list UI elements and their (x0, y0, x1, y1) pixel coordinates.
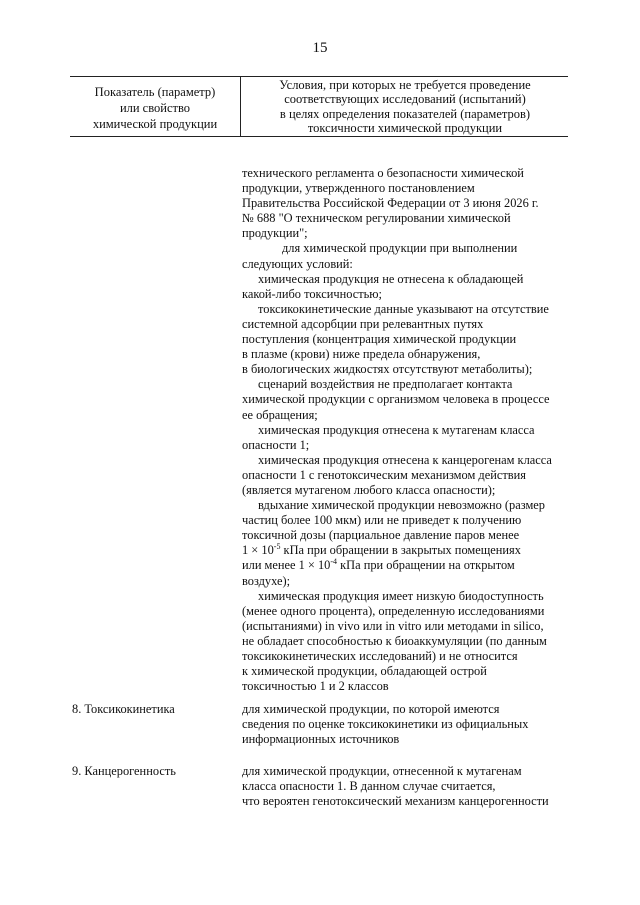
text-line: сценарий воздействия не предполагает контакта (258, 377, 513, 392)
text-fragment: или менее 1 × 10 (242, 558, 331, 573)
table-header-rule (70, 136, 568, 137)
table-top-rule (70, 76, 568, 77)
text-line: в плазме (крови) ниже предела обнаружения, (242, 347, 481, 362)
header-indicator-line: или свойство (119, 101, 191, 115)
header-conditions-line: токсичности химической продукции (307, 121, 503, 136)
text-line: продукции"; (242, 226, 308, 241)
text-line: информационных источников (242, 732, 400, 747)
text-line: токсичностью 1 и 2 классов (242, 679, 389, 694)
text-line: продукции, утвержденного постановлением (242, 181, 475, 196)
text-line: химическая продукция не отнесена к обладающей (258, 271, 524, 286)
header-conditions-line: соответствующих исследований (испытаний) (284, 92, 526, 107)
exponent: -5 (273, 542, 281, 552)
text-line: опасности 1 с генотоксическим механизмом действия (242, 467, 526, 482)
text-line: для химической продукции, по которой имеются (242, 702, 500, 716)
text-line: № 688 "О техническом регулировании химической (242, 211, 511, 226)
row-conditions-text (242, 702, 572, 747)
text-line: химическая продукция отнесена к канцерогенам класса (258, 452, 552, 467)
text-line: системной адсорбции при релевантных путях (242, 316, 484, 331)
text-line: частиц более 100 мкм) или не приведет к получению (242, 513, 522, 528)
text-line (242, 558, 572, 573)
header-conditions-column (242, 78, 568, 136)
text-fragment: кПа при обращении на открытом (337, 558, 515, 573)
text-line: (испытаниями) in vivo или in vitro или методами in silico, (242, 618, 544, 633)
text-fragment: кПа при обращении в закрытых помещениях (280, 543, 521, 558)
header-conditions-line: в целях определения показателей (параметров) (279, 106, 531, 121)
text-line: не обладает способностью к биоаккумуляции (по данным (242, 633, 547, 648)
text-line: воздухе); (242, 573, 291, 588)
page-number: 15 (312, 40, 328, 56)
text-line: токсикокинетических исследований) и не относится (242, 649, 518, 663)
row-indicator-label: 8. Токсикокинетика (72, 702, 175, 716)
text-line: химическая продукция отнесена к мутагенам класса (258, 422, 535, 437)
header-indicator-line: химической продукции (92, 117, 218, 131)
continued-conditions-text (242, 166, 572, 694)
text-line: для химической продукции при выполнении (282, 241, 518, 256)
text-line: опасности 1; (242, 437, 310, 452)
text-line: для химической продукции, отнесенной к мутагенам (242, 764, 522, 778)
text-line: сведения по оценке токсикокинетики из официальных (242, 717, 529, 732)
text-line: (является мутагеном любого класса опасности); (242, 482, 496, 497)
text-line: Правительства Российской Федерации от 3 июня 2026 г. (242, 196, 539, 211)
header-indicator-column (72, 84, 238, 132)
header-indicator-line: Показатель (параметр) (94, 85, 216, 99)
text-line: какой-либо токсичностью; (242, 286, 383, 301)
row-conditions-text (242, 764, 572, 809)
exponent: -4 (330, 557, 338, 567)
row-indicator-label: 9. Канцерогенность (72, 764, 176, 778)
text-line: химическая продукция имеет низкую биодоступность (258, 588, 544, 603)
text-line: (менее одного процента), определенную исследованиями (242, 603, 545, 618)
text-line: в биологических жидкостях отсутствуют метаболиты); (242, 362, 533, 377)
text-line (242, 543, 572, 558)
text-line: поступления (концентрация химической продукции (242, 332, 517, 347)
text-line: к химической продукции, обладающей острой (242, 664, 487, 679)
header-conditions-line: Условия, при которых не требуется проведение (279, 78, 531, 92)
text-line: ее обращения; (242, 407, 318, 422)
text-line: что вероятен генотоксический механизм канцерогенности (242, 794, 549, 809)
text-line: технического регламента о безопасности химической (242, 166, 524, 180)
header-column-divider (240, 76, 241, 137)
text-line: следующих условий: (242, 256, 353, 271)
text-line: вдыхание химической продукции невозможно (размер (258, 498, 545, 513)
text-line: токсикокинетические данные указывают на отсутствие (258, 301, 549, 316)
text-line: класса опасности 1. В данном случае считается, (242, 779, 496, 794)
text-line: химической продукции с организмом человека в процессе (242, 392, 550, 407)
text-line: токсичной дозы (парциальное давление паров менее (242, 528, 520, 543)
text-fragment: 1 × 10 (242, 543, 274, 558)
